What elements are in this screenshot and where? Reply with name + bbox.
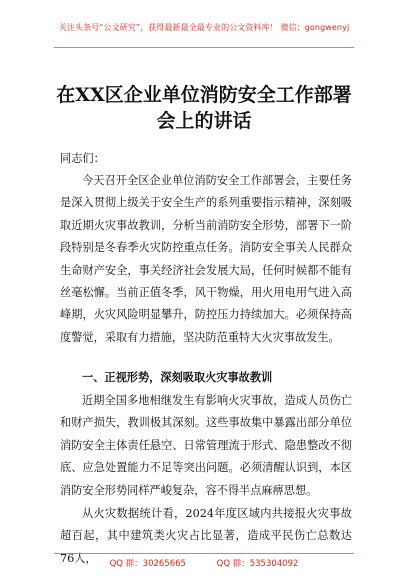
header-divider (54, 47, 354, 48)
paragraph-3: 从火灾数据统计看，2024年度区域内共接报火灾事故超百起，其中建筑类火灾占比显著，造成平民伤亡总数达76人， (60, 507, 352, 565)
footer-qq-group-2: QQ 群：535304092 (216, 559, 299, 569)
footer-qq-group-1: QQ 群：30265665 (109, 559, 186, 569)
footer-divider (54, 553, 354, 554)
section-heading-1: 一、正视形势，深刻吸取火灾事故教训 (82, 371, 273, 384)
salutation: 同志们： (60, 152, 105, 165)
document-title: 在XX区企业单位消防安全工作部署会上的讲话 (56, 84, 352, 132)
paragraph-2: 近期全国多地相继发生有影响火灾事故，造成人员伤亡和财产损失，教训极其深刻。这些事故集中暴露出部分单位消防安全主体责任悬空、日常管理流于形式、隐患整改不彻底、应急处置能力不足等突出问题。必须清醒认识到，本区消防安全形势同样严峻复杂，容不得半点麻痹思想。 (60, 394, 352, 497)
footer (0, 557, 408, 569)
paragraph-1: 今天召开全区企业单位消防安全工作部署会，主要任务是深入贯彻上级关于安全生产的系列重要指示精神，深刻吸取近期火灾事故教训，分析当前消防安全形势，部署下一阶段特别是冬春季火灾防控重点任务。消防安全事关人民群众生命财产安全，事关经济社会发展大局，任何时候都不能有丝毫松懈。当前正值冬季，风干物燥，用火用电用气进入高峰期，火灾风险明显攀升，防控压力持续加大。必须保持高度警觉，采取有力措施，坚决防范重特大火灾事故发生。 (60, 174, 352, 344)
header-note: 关注头条号“公文研究”，获得最新最全最专业的公文资料库！ 微信：gongwenyj (58, 23, 350, 32)
